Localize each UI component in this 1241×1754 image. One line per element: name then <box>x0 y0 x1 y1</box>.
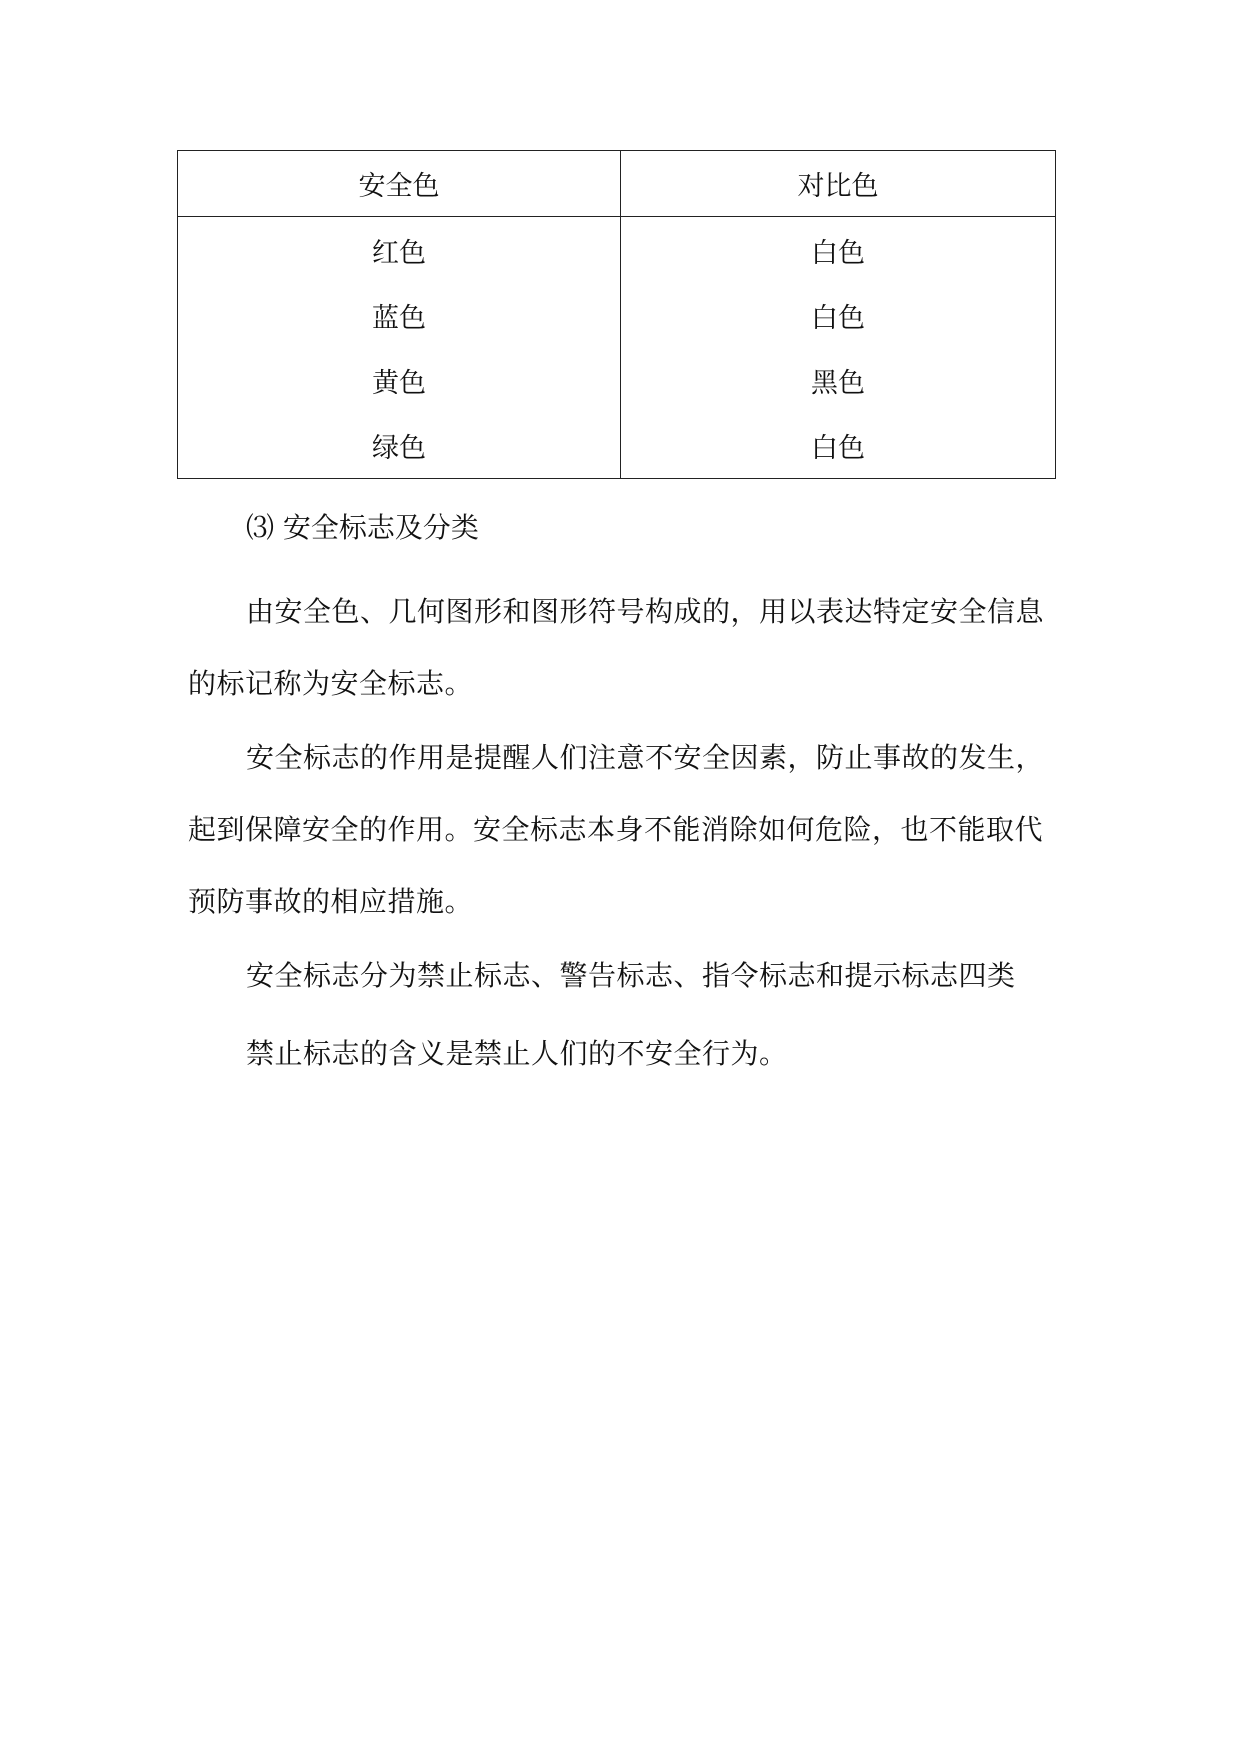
table-header-row <box>178 151 1056 217</box>
contrast-color-cell: 白色 <box>811 237 865 269</box>
paragraph-categories: 安全标志分为禁止标志、警告标志、指令标志和提示标志四类 <box>246 959 1016 992</box>
table-row <box>178 217 1056 284</box>
table-row <box>178 413 1056 479</box>
paragraph-definition: 由安全色、几何图形和图形符号构成的，用以表达特定安全信息的标记称为安全标志。 <box>188 595 1045 700</box>
paragraph-prohibition: 禁止标志的含义是禁止人们的不安全行为。 <box>246 1037 788 1070</box>
safety-color-cell: 红色 <box>178 217 621 284</box>
safety-color-table <box>177 150 1056 479</box>
contrast-color-cell: 白色 <box>811 303 865 334</box>
table-row <box>178 283 1056 348</box>
safety-color-cell: 黄色 <box>178 348 621 413</box>
contrast-color-cell: 白色 <box>811 433 865 464</box>
header-safety-color: 安全色 <box>178 151 621 217</box>
header-contrast-color: 对比色 <box>621 151 1056 217</box>
safety-color-cell: 蓝色 <box>178 283 621 348</box>
paragraph-purpose: 安全标志的作用是提醒人们注意不安全因素，防止事故的发生，起到保障安全的作用。安全标志本身不能消除如何危险，也不能取代预防事故的相应措施。 <box>188 741 1045 918</box>
safety-color-cell: 绿色 <box>178 413 621 479</box>
table-row <box>178 348 1056 413</box>
contrast-color-cell: 黑色 <box>811 368 865 399</box>
section-heading: ⑶ 安全标志及分类 <box>246 511 479 544</box>
